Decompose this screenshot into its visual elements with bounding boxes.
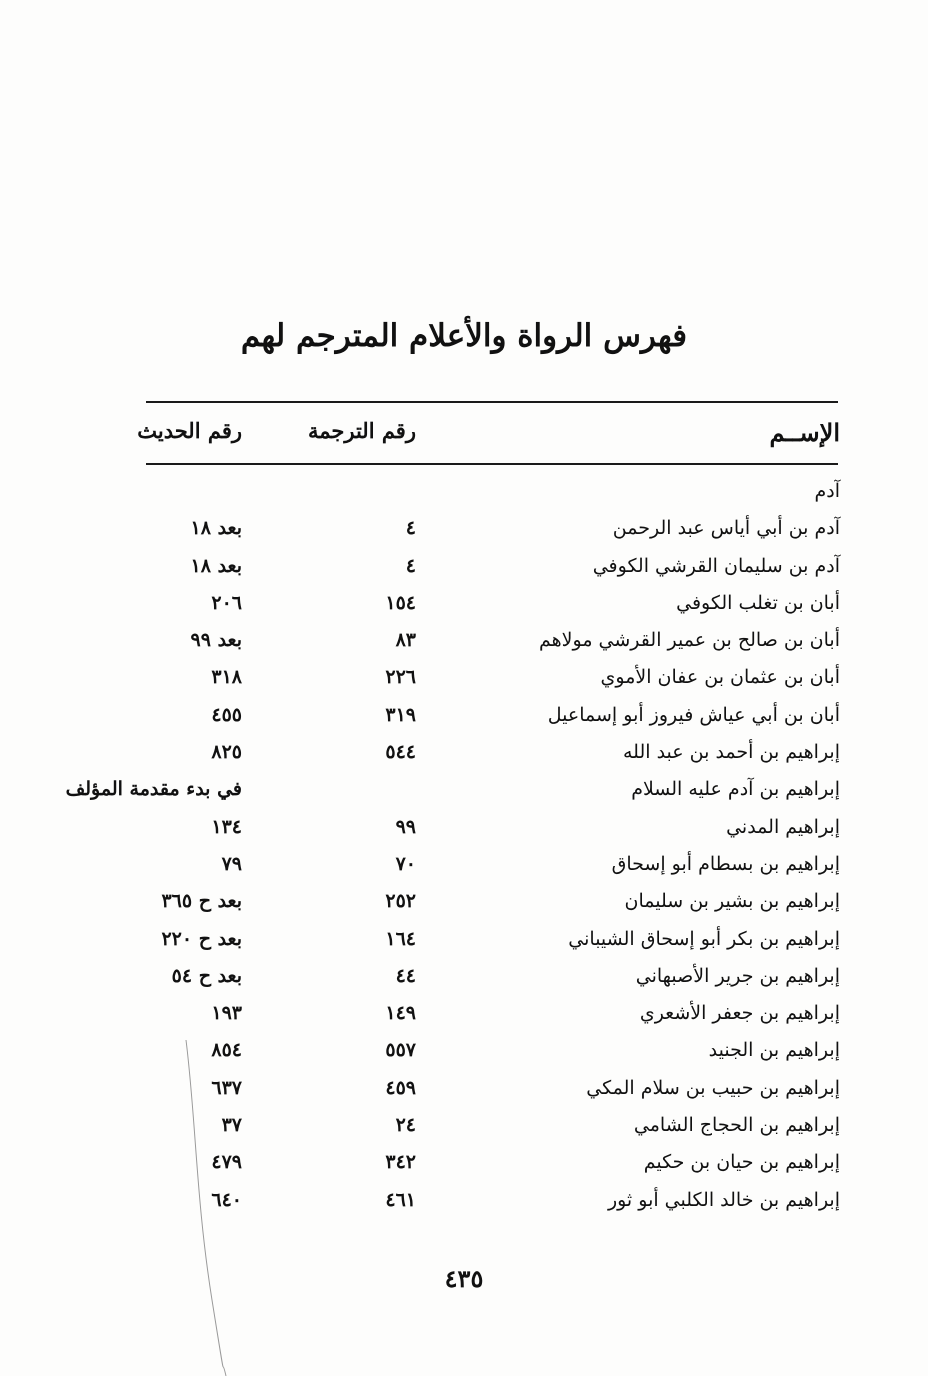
entry-name: إبراهيم بن الجنيد (708, 1039, 840, 1062)
entry-hadith-number: في بدء مقدمة المؤلف (65, 778, 242, 801)
entry-tarjama-number: ٤٤ (395, 964, 416, 987)
entry-name: إبراهيم بن بسطام أبو إسحاق (611, 852, 840, 875)
entry-name: آدم بن سليمان القرشي الكوفي (592, 554, 840, 577)
entry-hadith-number: ٨٥٤ (211, 1039, 242, 1062)
table-row (0, 883, 928, 920)
entry-name: أبان بن تغلب الكوفي (676, 591, 840, 614)
entry-hadith-number: بعد ١٨ (190, 517, 242, 540)
entry-name: أبان بن صالح بن عمير القرشي مولاهم (539, 629, 840, 652)
entry-hadith-number: ٧٩ (221, 852, 242, 875)
column-header-tarjama: رقم الترجمة (307, 418, 416, 443)
table-row (0, 771, 928, 808)
table-row (0, 659, 928, 696)
entry-hadith-number: ٢٠٦ (211, 591, 242, 614)
entry-name: إبراهيم بن آدم عليه السلام (631, 778, 840, 801)
entry-tarjama-number: ٤٦١ (385, 1188, 416, 1211)
entry-hadith-number: بعد ٩٩ (190, 629, 242, 652)
entry-hadith-number: ٤٥٥ (211, 703, 242, 726)
table-row (0, 958, 928, 995)
entry-tarjama-number: ٢٥٢ (385, 890, 416, 913)
column-header-hadith: رقم الحديث (137, 418, 242, 443)
table-row (0, 473, 928, 510)
entry-name: إبراهيم المدني (726, 815, 840, 838)
entry-hadith-number: بعد ح ٣٦٥ (161, 890, 242, 913)
entry-hadith-number: ٣٧ (221, 1114, 242, 1137)
entry-tarjama-number: ٤ (405, 554, 416, 577)
entry-name: إبراهيم بن بشير بن سليمان (624, 890, 840, 913)
entry-name: آدم (814, 480, 840, 502)
entry-tarjama-number: ٤٥٩ (385, 1076, 416, 1099)
header-bottom-rule (146, 463, 838, 465)
page-title: فهرس الرواة والأعلام المترجم لهم (240, 318, 688, 354)
entry-tarjama-number: ٣١٩ (385, 703, 416, 726)
entry-hadith-number: بعد ح ٥٤ (171, 964, 242, 987)
table-row (0, 995, 928, 1032)
table-row (0, 921, 928, 958)
entry-name: إبراهيم بن جرير الأصبهاني (635, 964, 840, 987)
entry-tarjama-number: ٨٣ (395, 629, 416, 652)
table-row (0, 1032, 928, 1069)
entry-tarjama-number: ١٤٩ (385, 1002, 416, 1025)
entry-tarjama-number: ١٥٤ (385, 591, 416, 614)
table-row (0, 1144, 928, 1181)
entry-hadith-number: ٦٤٠ (211, 1188, 242, 1211)
entry-tarjama-number: ٤ (405, 517, 416, 540)
entry-hadith-number: ٣١٨ (211, 666, 242, 689)
entry-name: إبراهيم بن حيان بن حكيم (643, 1151, 840, 1174)
entry-tarjama-number: ٢٢٦ (385, 666, 416, 689)
entry-hadith-number: ١٣٤ (211, 815, 242, 838)
table-row (0, 1182, 928, 1219)
table-row (0, 548, 928, 585)
table-row (0, 510, 928, 547)
entry-tarjama-number: ٢٤ (395, 1114, 416, 1137)
entry-name: إبراهيم بن حبيب بن سلام المكي (586, 1076, 840, 1099)
table-row (0, 622, 928, 659)
entry-name: أبان بن عثمان بن عفان الأموي (600, 666, 840, 689)
table-row (0, 585, 928, 622)
entry-name: أبان بن أبي عياش فيروز أبو إسماعيل (547, 703, 840, 726)
table-row (0, 846, 928, 883)
page-number: ٤٣٥ (444, 1264, 484, 1293)
entry-hadith-number: ٦٣٧ (211, 1076, 242, 1099)
entry-hadith-number: ٨٢٥ (211, 741, 242, 764)
index-table (0, 473, 928, 1219)
entry-tarjama-number: ٥٥٧ (385, 1039, 416, 1062)
entry-tarjama-number: ٥٤٤ (385, 741, 416, 764)
header-top-rule (146, 401, 838, 403)
entry-tarjama-number: ٣٤٢ (385, 1151, 416, 1174)
entry-tarjama-number: ١٦٤ (385, 927, 416, 950)
entry-name: إبراهيم بن الحجاج الشامي (633, 1114, 840, 1137)
entry-name: إبراهيم بن جعفر الأشعري (639, 1002, 840, 1025)
table-row (0, 809, 928, 846)
entry-tarjama-number: ٩٩ (395, 815, 416, 838)
table-row (0, 1107, 928, 1144)
entry-hadith-number: ٤٧٩ (211, 1151, 242, 1174)
column-header-name: الإســم (769, 418, 840, 447)
entry-hadith-number: ١٩٣ (211, 1002, 242, 1025)
entry-tarjama-number: ٧٠ (395, 852, 416, 875)
table-row (0, 734, 928, 771)
table-row (0, 697, 928, 734)
entry-hadith-number: بعد ح ٢٢٠ (161, 927, 242, 950)
entry-name: إبراهيم بن خالد الكلبي أبو ثور (607, 1188, 840, 1211)
entry-hadith-number: بعد ١٨ (190, 554, 242, 577)
entry-name: إبراهيم بن أحمد بن عبد الله (623, 741, 840, 764)
table-row (0, 1070, 928, 1107)
entry-name: آدم بن أبي أياس عبد الرحمن (612, 517, 840, 540)
entry-name: إبراهيم بن بكر أبو إسحاق الشيباني (568, 927, 840, 950)
